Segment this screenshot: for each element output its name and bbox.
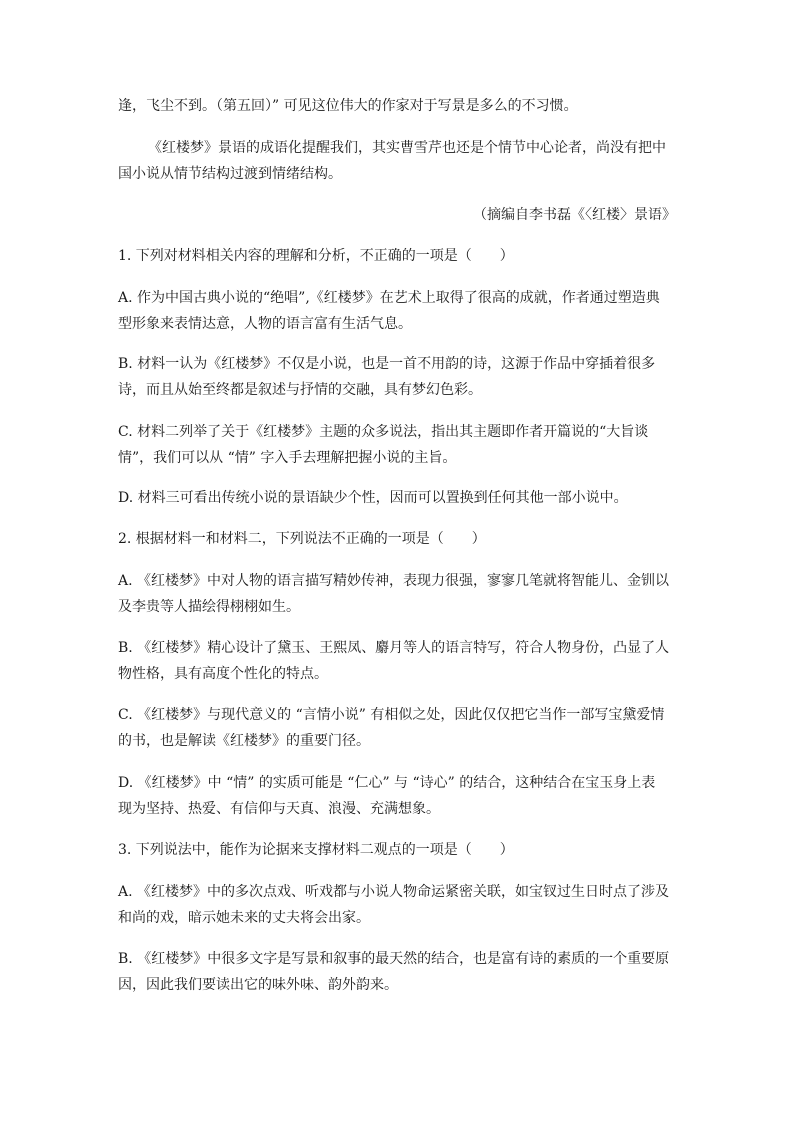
question-3: 3. 下列说法中，能作为论据来支撑材料二观点的一项是（ ） (118, 842, 514, 858)
q2-option-d: D. 《红楼梦》中 “情” 的实质可能是 “仁心” 与 “诗心” 的结合，这种结合在宝玉身上表 (118, 775, 656, 791)
q3-option-a: A. 《红楼梦》中的多次点戏、听戏都与小说人物命运紧密关联，如宝钗过生日时点了涉及 (118, 884, 670, 900)
q1-option-a-cont: 型形象来表情达意，人物的语言富有生活气息。 (118, 316, 412, 332)
q1-option-c-cont: 情”，我们可以从 “情” 字入手去理解把握小说的主旨。 (118, 450, 457, 466)
q1-option-b-cont: 诗，而且从始至终都是叙述与抒情的交融，具有梦幻色彩。 (118, 382, 482, 398)
q3-option-a-cont: 和尚的戏，暗示她未来的丈夫将会出家。 (118, 910, 370, 926)
source-citation: （摘编自李书磊《〈红楼〉景语》 (473, 207, 676, 223)
q2-option-b: B. 《红楼梦》精心设计了黛玉、王熙凤、麝月等人的语言特写，符合人物身份，凸显了人 (118, 640, 670, 656)
text-line: 逢，飞尘不到。（第五回）” 可见这位伟大的作家对于写景是多么的不习惯。 (118, 98, 578, 114)
paragraph-line: 国小说从情节结构过渡到情绪结构。 (118, 166, 342, 182)
q3-option-b: B. 《红楼梦》中很多文字是写景和叙事的最天然的结合，也是富有诗的素质的一个重要原 (118, 951, 670, 967)
q2-option-a: A. 《红楼梦》中对人物的语言描写精妙传神，表现力很强，寥寥几笔就将智能儿、金钏以 (118, 573, 670, 589)
q1-option-d: D. 材料三可看出传统小说的景语缺少个性，因而可以置换到任何其他一部小说中。 (118, 490, 628, 506)
q3-option-b-cont: 因，因此我们要读出它的味外味、韵外韵来。 (118, 977, 398, 993)
q2-option-c: C. 《红楼梦》与现代意义的 “言情小说” 有相似之处，因此仅仅把它当作一部写宝黛爱情 (118, 707, 665, 723)
question-2: 2. 根据材料一和材料二，下列说法不正确的一项是（ ） (118, 531, 486, 547)
q1-option-b: B. 材料一认为《红楼梦》不仅是小说，也是一首不用韵的诗，这源于作品中穿插着很多 (118, 356, 656, 372)
q2-option-b-cont: 物性格，具有高度个性化的特点。 (118, 666, 328, 682)
question-1: 1. 下列对材料相关内容的理解和分析，不正确的一项是（ ） (118, 248, 514, 264)
q2-option-d-cont: 现为坚持、热爱、有信仰与天真、浪漫、充满想象。 (118, 801, 440, 817)
q1-option-c: C. 材料二列举了关于《红楼梦》主题的众多说法，指出其主题即作者开篇说的“大旨谈 (118, 424, 649, 440)
q2-option-c-cont: 的书，也是解读《红楼梦》的重要门径。 (118, 733, 370, 749)
paragraph-line: 《红楼梦》景语的成语化提醒我们，其实曹雪芹也还是个情节中心论者，尚没有把中 (148, 140, 666, 156)
q1-option-a: A. 作为中国古典小说的“绝唱”,《红楼梦》在艺术上取得了很高的成就，作者通过塑造典 (118, 290, 660, 306)
q2-option-a-cont: 及李贵等人描绘得栩栩如生。 (118, 599, 300, 615)
